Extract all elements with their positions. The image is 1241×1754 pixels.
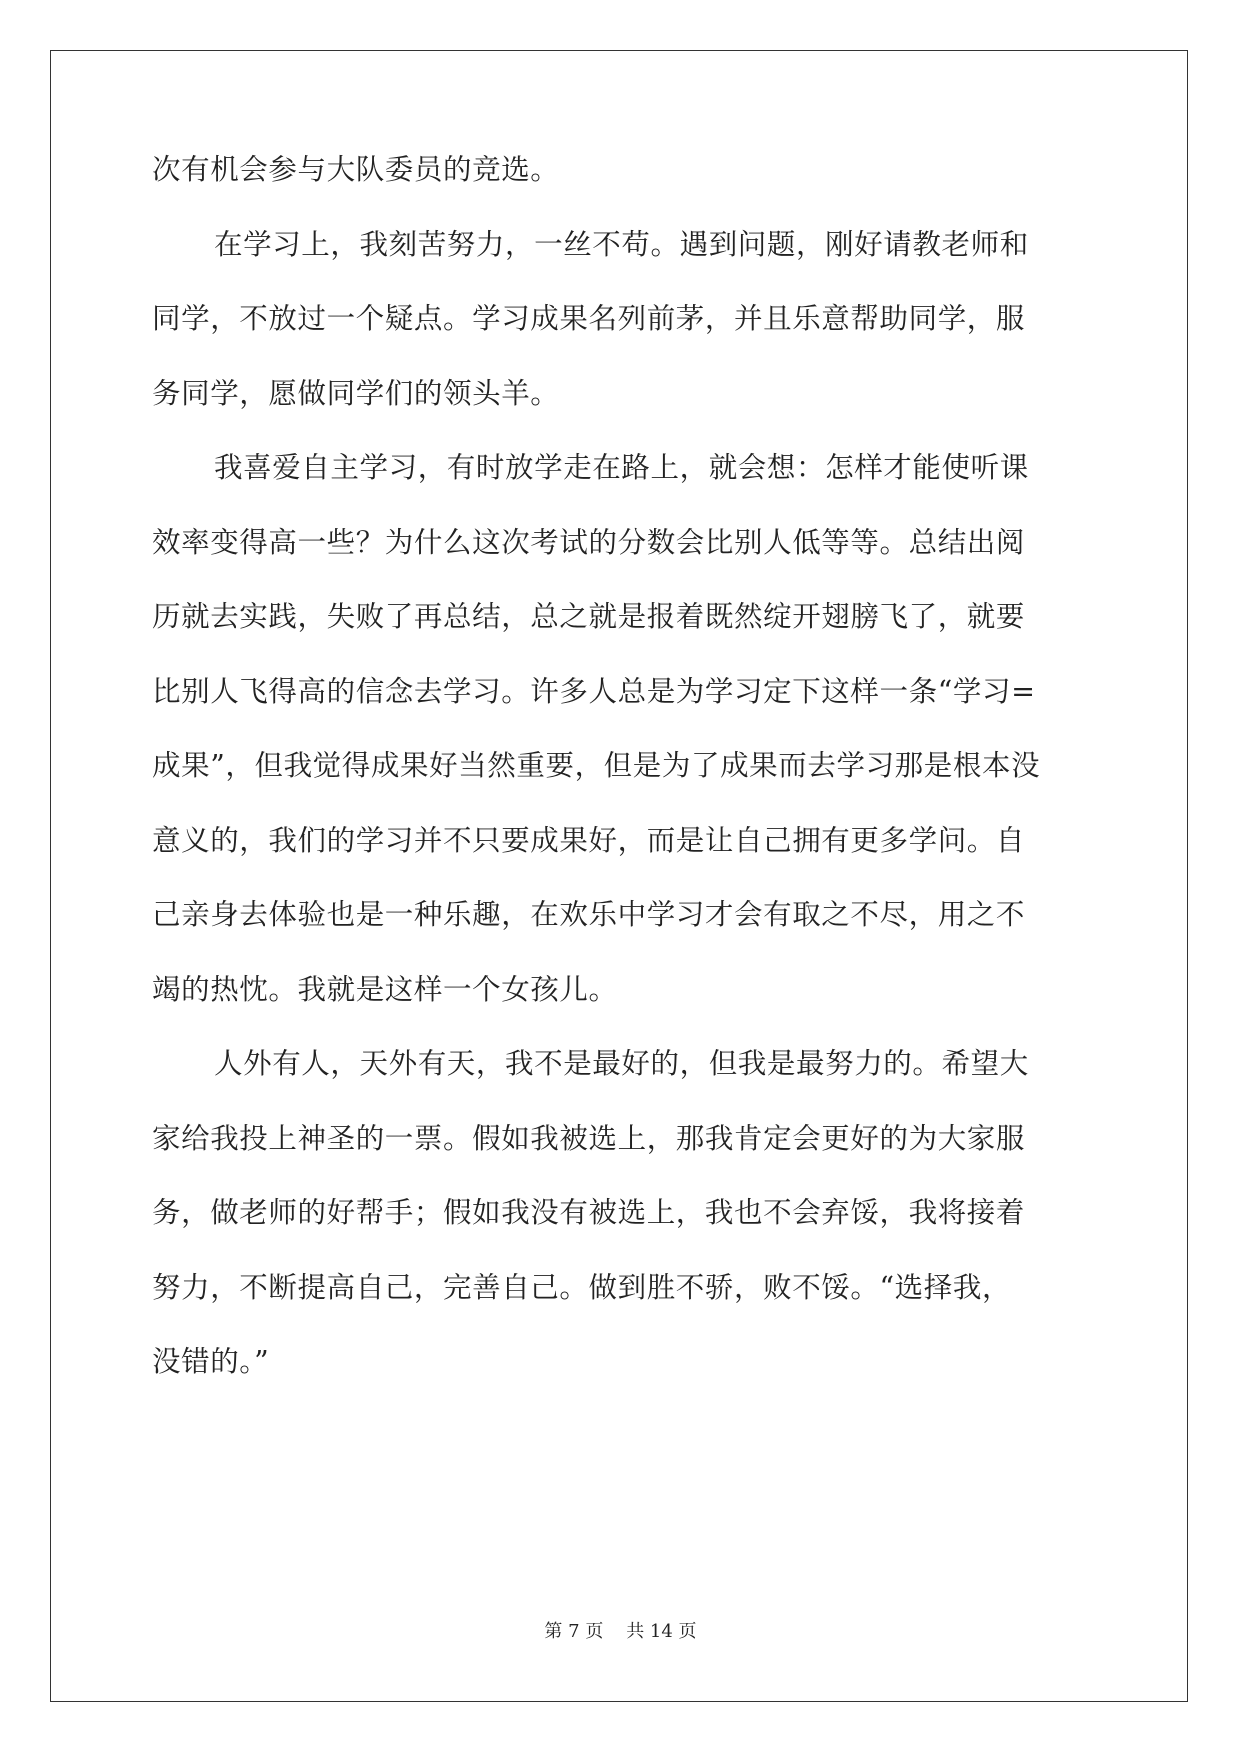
text-line: 成果”，但我觉得成果好当然重要，但是为了成果而去学习那是根本没 (152, 749, 1041, 782)
text-line: 我喜爱自主学习，有时放学走在路上，就会想：怎样才能使听课 (214, 451, 1029, 484)
text-line: 在学习上，我刻苦努力，一丝不苟。遇到问题，刚好请教老师和 (214, 228, 1029, 261)
text-line: 人外有人，天外有天，我不是最好的，但我是最努力的。希望大 (214, 1047, 1029, 1080)
text-line: 没错的。” (152, 1345, 270, 1378)
text-line: 意义的，我们的学习并不只要成果好，而是让自己拥有更多学问。自 (152, 824, 1026, 857)
text-line: 次有机会参与大队委员的竞选。 (152, 153, 560, 186)
text-line: 历就去实践，失败了再总结，总之就是报着既然绽开翅膀飞了，就要 (152, 600, 1026, 633)
text-line: 己亲身去体验也是一种乐趣，在欢乐中学习才会有取之不尽，用之不 (152, 898, 1026, 931)
text-line: 同学，不放过一个疑点。学习成果名列前茅，并且乐意帮助同学，服 (152, 302, 1026, 335)
text-line: 比别人飞得高的信念去学习。许多人总是为学习定下这样一条“学习= (152, 675, 1036, 708)
text-line: 务同学，愿做同学们的领头羊。 (152, 377, 560, 410)
page-border (50, 50, 1188, 1702)
text-line: 务，做老师的好帮手；假如我没有被选上，我也不会弃馁，我将接着 (152, 1196, 1026, 1229)
page-number-footer: 第 7 页 共 14 页 (544, 1621, 697, 1642)
text-line: 努力，不断提高自己，完善自己。做到胜不骄，败不馁。“选择我， (152, 1271, 1012, 1304)
text-line: 效率变得高一些？为什么这次考试的分数会比别人低等等。总结出阅 (152, 526, 1026, 559)
text-line: 竭的热忱。我就是这样一个女孩儿。 (152, 973, 618, 1006)
text-line: 家给我投上神圣的一票。假如我被选上，那我肯定会更好的为大家服 (152, 1122, 1026, 1155)
